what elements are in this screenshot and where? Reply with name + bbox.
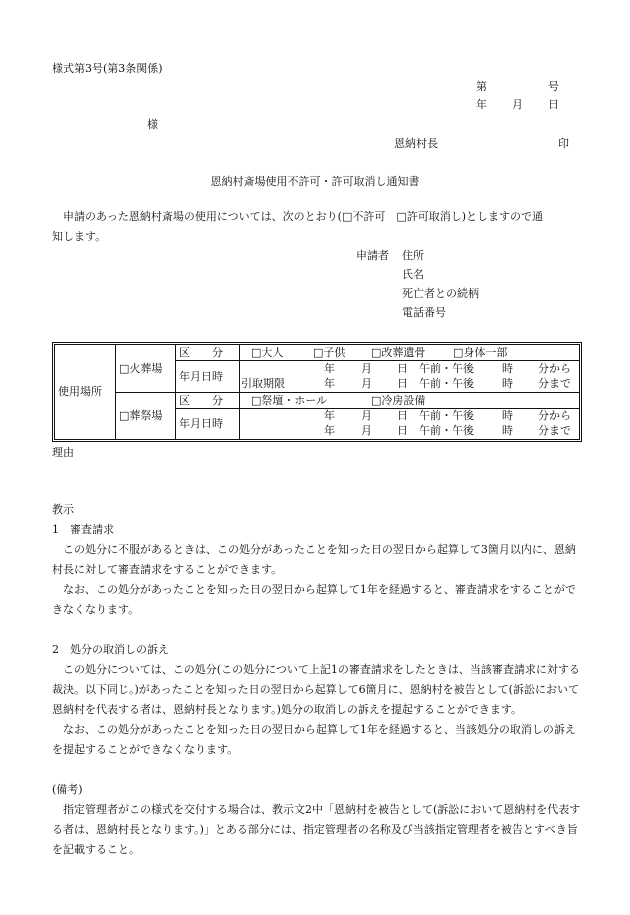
f-r2-day: 日 (397, 424, 408, 437)
funeral-datetime: 年月日時 (179, 417, 223, 430)
document-title: 恩納村斎場使用不許可・許可取消し通知書 (210, 175, 420, 188)
section2-title: 2 処分の取消しの訴え (52, 643, 169, 656)
pickup-deadline: 引取期限 (241, 377, 285, 390)
opt-adult: □大人 (251, 346, 284, 359)
section1-para1: この処分に不服があるときは、この処分があったことを知った日の翌日から起算して3箇月以内に、恩納村長に対して審査請求をすることができます。 (52, 543, 576, 576)
cremation-datetime: 年月日時 (179, 370, 223, 383)
f-r2-until: 分まで (538, 424, 571, 437)
opt-reburial: □改葬遺骨 (371, 346, 426, 359)
date-day: 日 (548, 98, 559, 111)
f-r1-day: 日 (397, 409, 408, 422)
section1-para2: なお、この処分があったことを知った日の翌日から起算して1年を経過すると、審査請求をすることができなくなります。 (52, 583, 576, 616)
date-year: 年 (476, 98, 487, 111)
applicant-address: 住所 (402, 249, 424, 262)
section2-para1: この処分については、この処分(この処分について上記1の審査請求をしたときは、当該審査請求に対する裁決。以下同じ。)があったことを知った日の翌日から起算して6箇月に、恩納村を被告として(訴訟において恩納村を代表する者は、恩納村長となります。)処分の取消しの訴えを提起することができます。 (52, 663, 580, 716)
number-dai: 第 (476, 80, 487, 93)
opt-child: □子供 (313, 346, 346, 359)
place-label: 使用場所 (58, 385, 102, 398)
seal-mark: 印 (558, 137, 569, 150)
c-r2-until: 分まで (538, 377, 571, 390)
c-r1-day: 日 (397, 362, 408, 375)
applicant-name: 氏名 (402, 268, 424, 281)
section2-para2: なお、この処分があったことを知った日の翌日から起算して1年を経過すると、当該処分の取消しの訴えを提起することができなくなります。 (52, 723, 576, 756)
intro-line-2: 知します。 (52, 230, 107, 243)
opt-altar-hall: □祭壇・ホール (251, 394, 328, 407)
number-go: 号 (548, 80, 559, 93)
applicant-phone: 電話番号 (402, 306, 446, 319)
applicant-relation: 死亡者との続柄 (402, 287, 479, 300)
instruction-section (52, 500, 582, 860)
f-r2-year: 年 (324, 424, 335, 437)
c-r2-day: 日 (397, 377, 408, 390)
c-r2-year: 年 (324, 377, 335, 390)
instruction-heading: 教示 (52, 503, 74, 516)
c-r1-from: 分から (538, 362, 571, 375)
usage-place-table (52, 342, 582, 442)
f-r1-hour: 時 (502, 409, 513, 422)
intro-line-1: 申請のあった恩納村斎場の使用については、次のとおり(□不許可 □許可取消し)としますので通 (63, 210, 544, 223)
f-r1-year: 年 (324, 409, 335, 422)
c-r1-year: 年 (324, 362, 335, 375)
reason-label: 理由 (52, 446, 74, 459)
c-r2-hour: 時 (502, 377, 513, 390)
f-r1-from: 分から (538, 409, 571, 422)
form-number: 様式第3号(第3条関係) (52, 62, 163, 75)
c-r1-ampm: 午前・午後 (419, 362, 474, 375)
applicant-label: 申請者 (356, 249, 389, 262)
sender-mayor: 恩納村長 (394, 137, 438, 150)
funeral-hall-label: □葬祭場 (119, 409, 163, 422)
funeral-kubun: 区 分 (179, 394, 223, 407)
cremation-label: □火葬場 (119, 362, 163, 375)
f-r2-hour: 時 (502, 424, 513, 437)
f-r2-month: 月 (361, 424, 372, 437)
f-r2-ampm: 午前・午後 (419, 424, 474, 437)
c-r2-month: 月 (361, 377, 372, 390)
f-r1-month: 月 (361, 409, 372, 422)
opt-cooling: □冷房設備 (371, 394, 426, 407)
remarks-body: 指定管理者がこの様式を交付する場合は、教示文2中「恩納村を被告として(訴訟において恩納村を代表する者は、恩納村長となります。)」とある部分には、指定管理者の名称及び当該指定管理者を被告とすべき旨を記載すること。 (52, 803, 581, 856)
date-month: 月 (512, 98, 523, 111)
f-r1-ampm: 午前・午後 (419, 409, 474, 422)
addressee-sama: 様 (147, 118, 158, 131)
c-r2-ampm: 午前・午後 (419, 377, 474, 390)
c-r1-month: 月 (361, 362, 372, 375)
remarks-heading: (備考) (52, 783, 83, 796)
c-r1-hour: 時 (502, 362, 513, 375)
section1-title: 1 審査請求 (52, 523, 114, 536)
opt-body-part: □身体一部 (453, 346, 508, 359)
cremation-kubun: 区 分 (179, 346, 223, 359)
